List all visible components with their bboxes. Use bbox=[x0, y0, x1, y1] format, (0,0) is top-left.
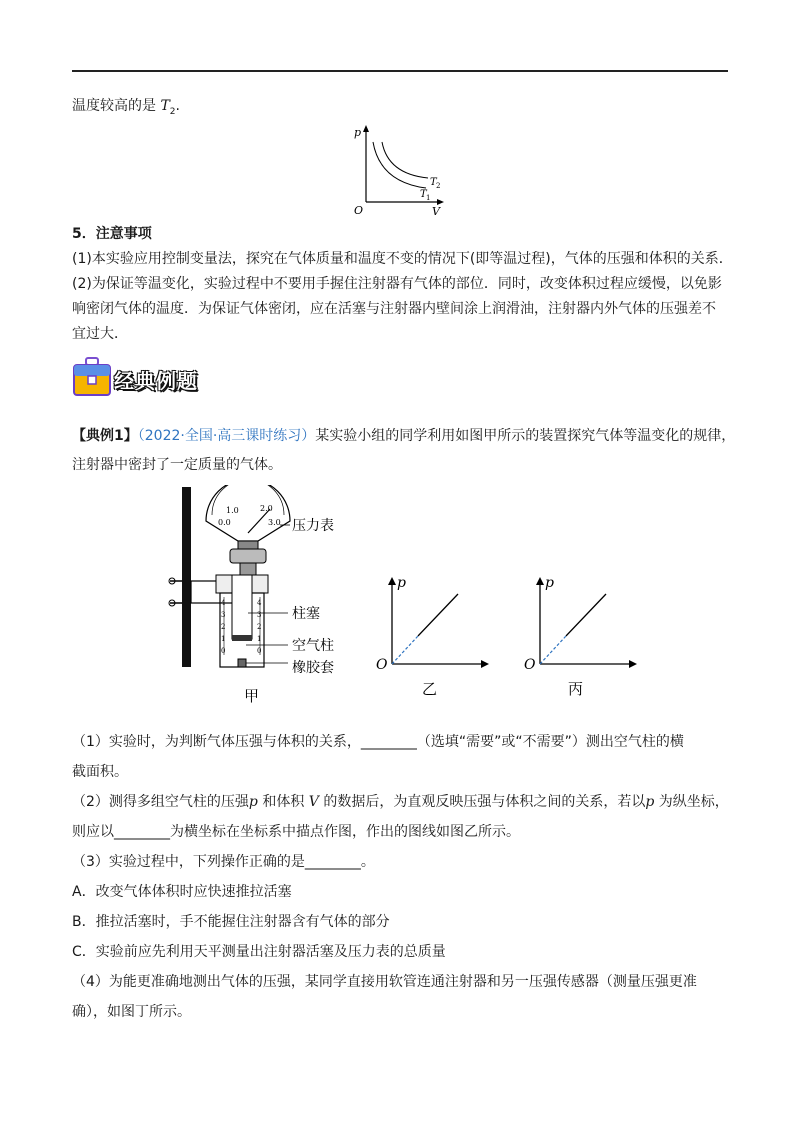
q2-text-b: 和体积 bbox=[257, 794, 309, 810]
pv-isotherm-graph bbox=[348, 122, 448, 218]
example-tag: 【典例1】 bbox=[72, 428, 138, 444]
pv-label-t2-sub: 2 bbox=[436, 182, 441, 190]
q2-var-p2: p bbox=[645, 794, 655, 810]
q2-line1 bbox=[72, 792, 729, 812]
intro-line bbox=[72, 96, 180, 122]
yi-label-origin: O bbox=[376, 657, 388, 673]
isotherm-t1 bbox=[373, 142, 426, 188]
scale-left-2: 2 bbox=[221, 623, 226, 631]
yi-label-p: p bbox=[397, 575, 406, 591]
q2-var-p: p bbox=[248, 794, 258, 810]
q4-line2: 确），如图丁所示。 bbox=[72, 1004, 191, 1020]
bing-label-p: p bbox=[545, 575, 554, 591]
example-line1 bbox=[72, 426, 735, 446]
example-banner bbox=[72, 356, 212, 398]
scale-left-0: 0 bbox=[221, 647, 226, 655]
intro-var: T bbox=[160, 98, 170, 114]
label-air-column: 空气柱 bbox=[292, 638, 334, 654]
pv-label-v: V bbox=[432, 205, 440, 218]
pv-label-t1: T bbox=[420, 189, 427, 200]
intro-sub: 2 bbox=[169, 106, 176, 117]
toolbox-icon bbox=[72, 356, 112, 398]
plunger bbox=[232, 575, 252, 639]
gauge-tick-2: 2.0 bbox=[260, 504, 273, 513]
label-rubber-cap: 橡胶套 bbox=[292, 660, 334, 676]
caption-jia: 甲 bbox=[244, 687, 260, 705]
scale-right-1: 1 bbox=[257, 635, 262, 643]
scale-right-3: 3 bbox=[257, 611, 262, 619]
plunger-seal bbox=[232, 635, 252, 641]
gauge-tick-0: 0.0 bbox=[218, 518, 231, 527]
banner-title: 经典例题 bbox=[114, 369, 198, 393]
section5-heading: 5．注意事项 bbox=[72, 226, 152, 242]
apparatus-figure bbox=[160, 485, 360, 710]
q2-var-v: V bbox=[308, 794, 319, 810]
graph-yi bbox=[372, 572, 492, 702]
label-plunger: 柱塞 bbox=[292, 606, 320, 622]
yi-extrapolation bbox=[392, 636, 418, 664]
example-source: （2022·全国·高三课时练习） bbox=[137, 428, 316, 444]
scale-left-3: 3 bbox=[221, 611, 226, 619]
q2-line2: 则应以________为横坐标在坐标系中描点作图，作出的图线如图乙所示。 bbox=[72, 824, 520, 840]
header-rule bbox=[72, 70, 728, 72]
section5-p2-line3: 宜过大． bbox=[72, 326, 128, 342]
scale-right-2: 2 bbox=[257, 623, 262, 631]
q2-text-d: 为纵坐标， bbox=[654, 794, 729, 810]
option-a: A．改变气体体积时应快速推拉活塞 bbox=[72, 884, 292, 900]
caption-bing: 丙 bbox=[568, 680, 584, 698]
pv-y-arrow bbox=[363, 125, 369, 132]
section5-p2-line2: 响密闭气体的温度．为保证气体密闭，应在活塞与注射器内壁间涂上润滑油，注射器内外气体的压强差不 bbox=[72, 301, 716, 317]
stand-pole bbox=[182, 487, 191, 667]
q4-line1: （4）为能更准确地测出气体的压强，某同学直接用软管连通注射器和另一压强传感器（测量压强更准 bbox=[72, 974, 697, 990]
caption-yi: 乙 bbox=[422, 680, 438, 698]
gauge-tick-1: 1.0 bbox=[226, 506, 239, 515]
gauge-connector bbox=[230, 549, 266, 563]
scale-right-0: 0 bbox=[257, 647, 262, 655]
pv-label-origin: O bbox=[354, 204, 364, 217]
option-c: C．实验前应先利用天平测量出注射器活塞及压力表的总质量 bbox=[72, 944, 446, 960]
pv-label-t2: T bbox=[430, 177, 437, 188]
rubber-cap bbox=[238, 659, 246, 667]
q1-line1: （1）实验时，为判断气体压强与体积的关系，________（选填“需要”或“不需要”）测出空气柱的横 bbox=[72, 734, 684, 750]
scale-left-1: 1 bbox=[221, 635, 226, 643]
q3-line: （3）实验过程中，下列操作正确的是________。 bbox=[72, 854, 375, 870]
example-text: 某实验小组的同学利用如图甲所示的装置探究气体等温变化的规律， bbox=[315, 428, 736, 444]
intro-end: . bbox=[175, 98, 180, 114]
bing-data-line bbox=[566, 594, 606, 636]
yi-data-line bbox=[418, 594, 458, 636]
q1-line2: 截面积。 bbox=[72, 764, 128, 780]
bing-label-origin: O bbox=[524, 657, 536, 673]
section5-p1: (1)本实验应用控制变量法，探究在气体质量和温度不变的情况下(即等温过程)，气体的压强和体积的关系． bbox=[72, 251, 733, 267]
section5-p2-line1: (2)为保证等温变化，实验过程中不要用手握住注射器有气体的部位．同时，改变体积过程应缓慢，以免影 bbox=[72, 276, 722, 292]
example-line2: 注射器中密封了一定质量的气体。 bbox=[72, 457, 282, 473]
q2-text-c: 的数据后，为直观反映压强与体积之间的关系，若以 bbox=[318, 794, 646, 810]
intro-text: 温度较高的是 bbox=[72, 98, 161, 114]
pv-label-p: p bbox=[354, 126, 362, 139]
bing-extrapolation bbox=[540, 636, 566, 664]
scale-left-4: 4 bbox=[221, 599, 226, 607]
pv-label-t1-sub: 1 bbox=[426, 194, 431, 202]
label-gauge: 压力表 bbox=[292, 518, 334, 534]
scale-right-4: 4 bbox=[257, 599, 262, 607]
gauge-tick-3: 3.0 bbox=[268, 518, 281, 527]
q2-text-a: （2）测得多组空气柱的压强 bbox=[72, 794, 249, 810]
option-b: B．推拉活塞时，手不能握住注射器含有气体的部分 bbox=[72, 914, 390, 930]
graph-bing bbox=[520, 572, 640, 702]
